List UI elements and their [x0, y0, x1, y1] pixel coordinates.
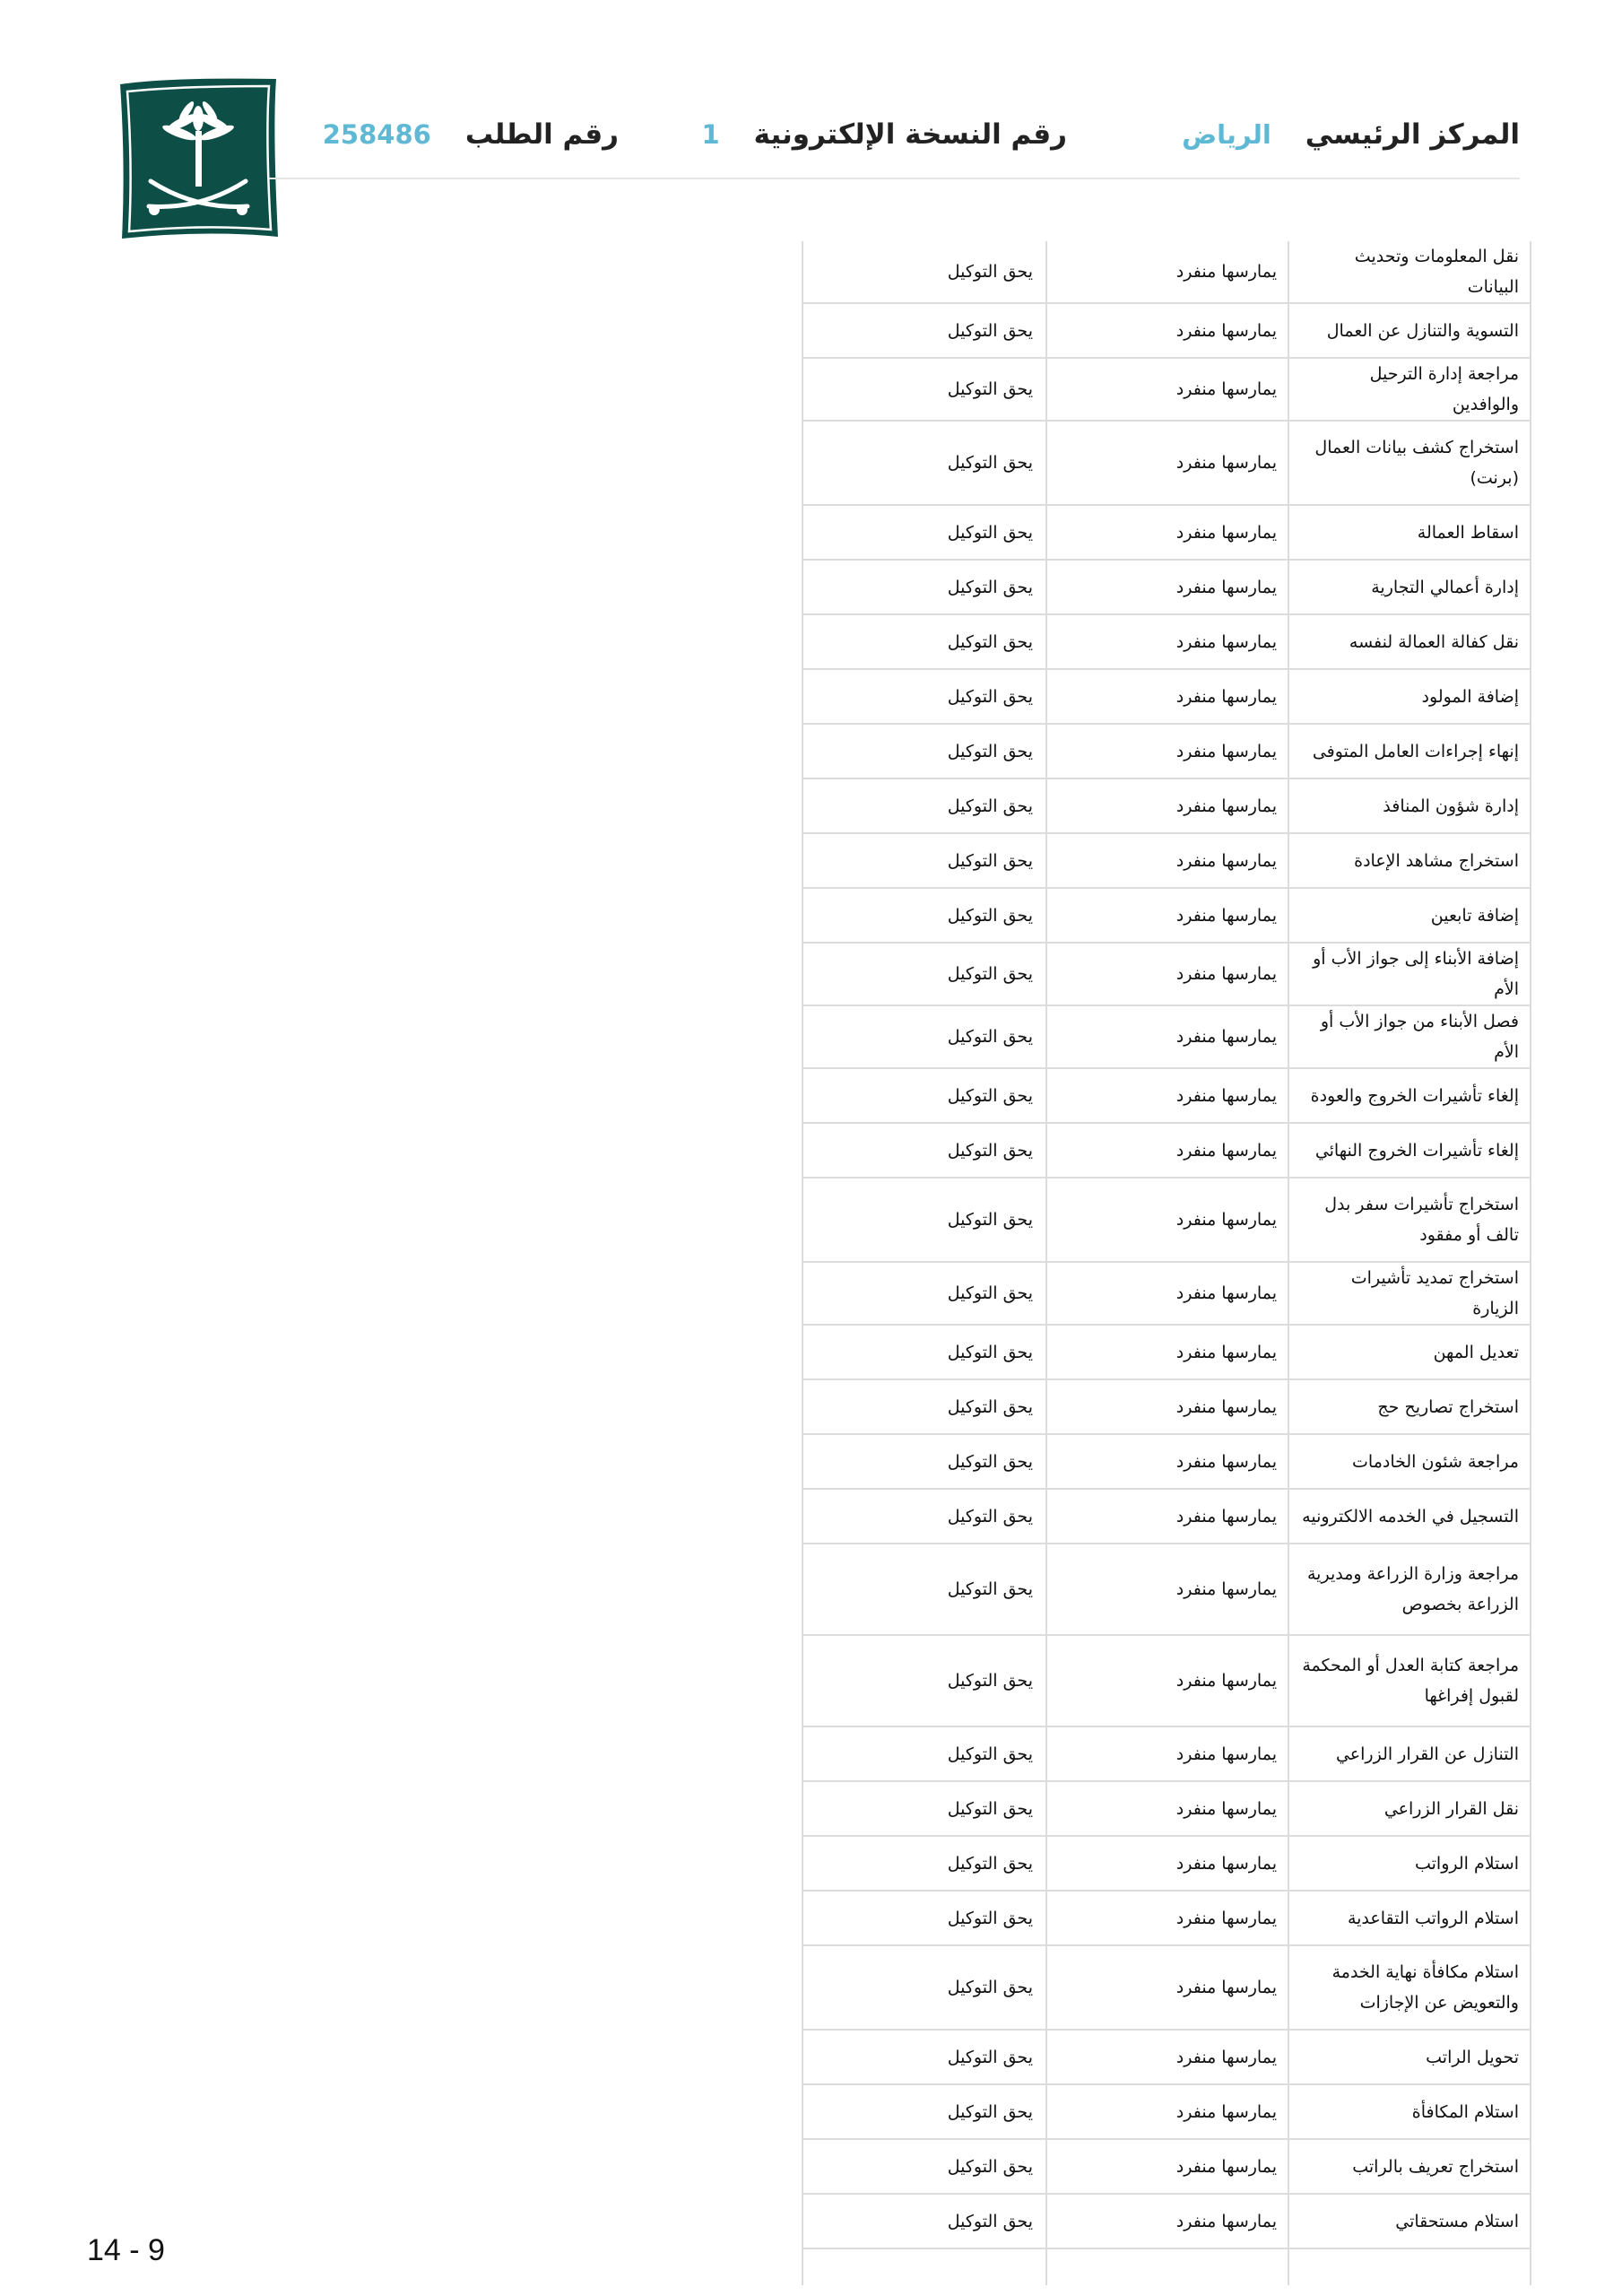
service-cell: إضافة الأبناء إلى جواز الأب أو الأم — [1288, 943, 1531, 1005]
mode-cell: يمارسها منفرد — [1046, 1781, 1288, 1836]
permissions-table-wrapper — [802, 241, 1524, 2285]
delegation-cell: يحق التوكيل — [802, 2030, 1046, 2084]
permissions-table — [802, 241, 1531, 2285]
service-cell: التنازل عن القرار الزراعي — [1288, 1726, 1531, 1781]
delegation-cell: يحق التوكيل — [802, 1123, 1046, 1178]
empty-cell — [802, 2248, 1046, 2285]
mode-cell: يمارسها منفرد — [1046, 2139, 1288, 2194]
service-cell: إنهاء إجراءات العامل المتوفى — [1288, 724, 1531, 778]
service-cell: اسقاط العمالة — [1288, 505, 1531, 560]
service-cell: تحويل الراتب — [1288, 2030, 1531, 2084]
mode-cell: يمارسها منفرد — [1046, 1489, 1288, 1544]
delegation-cell: يحق التوكيل — [802, 1068, 1046, 1123]
delegation-cell: يحق التوكيل — [802, 1945, 1046, 2030]
mode-cell: يمارسها منفرد — [1046, 2030, 1288, 2084]
delegation-cell: يحق التوكيل — [802, 888, 1046, 943]
mode-cell: يمارسها منفرد — [1046, 1434, 1288, 1489]
table-row — [802, 1726, 1531, 1781]
service-cell: إضافة المولود — [1288, 669, 1531, 724]
mode-cell: يمارسها منفرد — [1046, 1836, 1288, 1891]
service-cell: استخراج تمديد تأشيرات الزيارة — [1288, 1262, 1531, 1325]
page-number: 14 - 9 — [87, 2233, 165, 2267]
table-row — [802, 888, 1531, 943]
service-cell: نقل المعلومات وتحديث البيانات — [1288, 241, 1531, 303]
service-cell: نقل القرار الزراعي — [1288, 1781, 1531, 1836]
table-row — [802, 1781, 1531, 1836]
mode-cell: يمارسها منفرد — [1046, 614, 1288, 669]
table-row — [802, 421, 1531, 505]
mode-cell: يمارسها منفرد — [1046, 1178, 1288, 1262]
empty-cell — [1046, 2248, 1288, 2285]
delegation-cell: يحق التوكيل — [802, 833, 1046, 888]
table-row — [802, 614, 1531, 669]
delegation-cell: يحق التوكيل — [802, 778, 1046, 833]
delegation-cell: يحق التوكيل — [802, 505, 1046, 560]
delegation-cell: يحق التوكيل — [802, 669, 1046, 724]
table-row — [802, 669, 1531, 724]
center-label: المركز الرئيسي — [1305, 118, 1520, 151]
service-cell: مراجعة إدارة الترحيل والوافدين — [1288, 358, 1531, 421]
mode-cell: يمارسها منفرد — [1046, 1262, 1288, 1325]
table-row-empty — [802, 2248, 1531, 2285]
delegation-cell: يحق التوكيل — [802, 1379, 1046, 1434]
mode-cell: يمارسها منفرد — [1046, 1945, 1288, 2030]
center-value: الرياض — [1182, 119, 1271, 150]
delegation-cell: يحق التوكيل — [802, 1635, 1046, 1726]
mode-cell: يمارسها منفرد — [1046, 1544, 1288, 1635]
service-cell: إدارة أعمالي التجارية — [1288, 560, 1531, 614]
service-cell: مراجعة شئون الخادمات — [1288, 1434, 1531, 1489]
delegation-cell: يحق التوكيل — [802, 1891, 1046, 1945]
mode-cell: يمارسها منفرد — [1046, 505, 1288, 560]
delegation-cell: يحق التوكيل — [802, 303, 1046, 358]
delegation-cell: يحق التوكيل — [802, 241, 1046, 303]
table-row — [802, 1262, 1531, 1325]
request-info — [323, 108, 619, 161]
mode-cell: يمارسها منفرد — [1046, 1005, 1288, 1068]
service-cell: استلام المكافأة — [1288, 2084, 1531, 2139]
service-cell: نقل كفالة العمالة لنفسه — [1288, 614, 1531, 669]
service-cell: استخراج تأشيرات سفر بدل تالف أو مفقود — [1288, 1178, 1531, 1262]
delegation-cell: يحق التوكيل — [802, 1325, 1046, 1379]
table-row — [802, 1891, 1531, 1945]
service-cell: استخراج تعريف بالراتب — [1288, 2139, 1531, 2194]
delegation-cell: يحق التوكيل — [802, 943, 1046, 1005]
delegation-cell: يحق التوكيل — [802, 358, 1046, 421]
table-row — [802, 1005, 1531, 1068]
request-number-value: 258486 — [322, 119, 431, 150]
table-row — [802, 833, 1531, 888]
table-row — [802, 2084, 1531, 2139]
header-divider — [269, 178, 1520, 179]
mode-cell: يمارسها منفرد — [1046, 943, 1288, 1005]
table-row — [802, 1544, 1531, 1635]
delegation-cell: يحق التوكيل — [802, 1781, 1046, 1836]
empty-cell — [1288, 2248, 1531, 2285]
delegation-cell: يحق التوكيل — [802, 2084, 1046, 2139]
table-row — [802, 1178, 1531, 1262]
service-cell: تعديل المهن — [1288, 1325, 1531, 1379]
service-cell: التسجيل في الخدمه الالكترونيه — [1288, 1489, 1531, 1544]
service-cell: استخراج كشف بيانات العمال (برنت) — [1288, 421, 1531, 505]
mode-cell: يمارسها منفرد — [1046, 888, 1288, 943]
table-row — [802, 943, 1531, 1005]
copy-info — [701, 108, 1067, 161]
delegation-cell: يحق التوكيل — [802, 1489, 1046, 1544]
mode-cell: يمارسها منفرد — [1046, 833, 1288, 888]
service-cell: استلام مستحقاتي — [1288, 2194, 1531, 2248]
delegation-cell: يحق التوكيل — [802, 1836, 1046, 1891]
table-row — [802, 1379, 1531, 1434]
mode-cell: يمارسها منفرد — [1046, 241, 1288, 303]
mode-cell: يمارسها منفرد — [1046, 358, 1288, 421]
mode-cell: يمارسها منفرد — [1046, 2084, 1288, 2139]
saudi-emblem-logo — [115, 75, 282, 242]
document-header — [269, 108, 1520, 161]
delegation-cell: يحق التوكيل — [802, 421, 1046, 505]
table-row — [802, 1434, 1531, 1489]
delegation-cell: يحق التوكيل — [802, 1262, 1046, 1325]
service-cell: مراجعة وزارة الزراعة ومديرية الزراعة بخصوص — [1288, 1544, 1531, 1635]
delegation-cell: يحق التوكيل — [802, 2194, 1046, 2248]
mode-cell: يمارسها منفرد — [1046, 778, 1288, 833]
copy-number-value: 1 — [701, 119, 720, 150]
mode-cell: يمارسها منفرد — [1046, 1635, 1288, 1726]
mode-cell: يمارسها منفرد — [1046, 421, 1288, 505]
table-row — [802, 724, 1531, 778]
table-row — [802, 505, 1531, 560]
delegation-cell: يحق التوكيل — [802, 1544, 1046, 1635]
service-cell: استلام مكافأة نهاية الخدمة والتعويض عن الإجازات — [1288, 1945, 1531, 2030]
service-cell: إضافة تابعين — [1288, 888, 1531, 943]
table-row — [802, 1325, 1531, 1379]
request-number-label: رقم الطلب — [464, 118, 619, 151]
mode-cell: يمارسها منفرد — [1046, 724, 1288, 778]
service-cell: إدارة شؤون المنافذ — [1288, 778, 1531, 833]
mode-cell: يمارسها منفرد — [1046, 2194, 1288, 2248]
mode-cell: يمارسها منفرد — [1046, 1379, 1288, 1434]
mode-cell: يمارسها منفرد — [1046, 303, 1288, 358]
table-row — [802, 2030, 1531, 2084]
table-row — [802, 1945, 1531, 2030]
mode-cell: يمارسها منفرد — [1046, 1068, 1288, 1123]
mode-cell: يمارسها منفرد — [1046, 1325, 1288, 1379]
delegation-cell: يحق التوكيل — [802, 614, 1046, 669]
permissions-table-body — [802, 241, 1531, 2285]
palm-swords-icon — [115, 75, 282, 242]
service-cell: استخراج مشاهد الإعادة — [1288, 833, 1531, 888]
table-row — [802, 1635, 1531, 1726]
table-row — [802, 2139, 1531, 2194]
delegation-cell: يحق التوكيل — [802, 560, 1046, 614]
table-row — [802, 778, 1531, 833]
table-row — [802, 303, 1531, 358]
delegation-cell: يحق التوكيل — [802, 2139, 1046, 2194]
mode-cell: يمارسها منفرد — [1046, 669, 1288, 724]
table-row — [802, 560, 1531, 614]
table-row — [802, 1836, 1531, 1891]
service-cell: التسوية والتنازل عن العمال — [1288, 303, 1531, 358]
table-row — [802, 1068, 1531, 1123]
table-row — [802, 241, 1531, 303]
table-row — [802, 1489, 1531, 1544]
service-cell: استخراج تصاريح حج — [1288, 1379, 1531, 1434]
service-cell: إلغاء تأشيرات الخروج والعودة — [1288, 1068, 1531, 1123]
service-cell: فصل الأبناء من جواز الأب أو الأم — [1288, 1005, 1531, 1068]
service-cell: إلغاء تأشيرات الخروج النهائي — [1288, 1123, 1531, 1178]
service-cell: مراجعة كتابة العدل أو المحكمة لقبول إفراغها — [1288, 1635, 1531, 1726]
center-info — [1182, 108, 1520, 161]
service-cell: استلام الرواتب — [1288, 1836, 1531, 1891]
delegation-cell: يحق التوكيل — [802, 1005, 1046, 1068]
table-row — [802, 358, 1531, 421]
delegation-cell: يحق التوكيل — [802, 724, 1046, 778]
delegation-cell: يحق التوكيل — [802, 1178, 1046, 1262]
mode-cell: يمارسها منفرد — [1046, 1123, 1288, 1178]
table-row — [802, 1123, 1531, 1178]
mode-cell: يمارسها منفرد — [1046, 1891, 1288, 1945]
mode-cell: يمارسها منفرد — [1046, 560, 1288, 614]
table-row — [802, 2194, 1531, 2248]
mode-cell: يمارسها منفرد — [1046, 1726, 1288, 1781]
delegation-cell: يحق التوكيل — [802, 1726, 1046, 1781]
delegation-cell: يحق التوكيل — [802, 1434, 1046, 1489]
copy-number-label: رقم النسخة الإلكترونية — [753, 118, 1067, 151]
service-cell: استلام الرواتب التقاعدية — [1288, 1891, 1531, 1945]
